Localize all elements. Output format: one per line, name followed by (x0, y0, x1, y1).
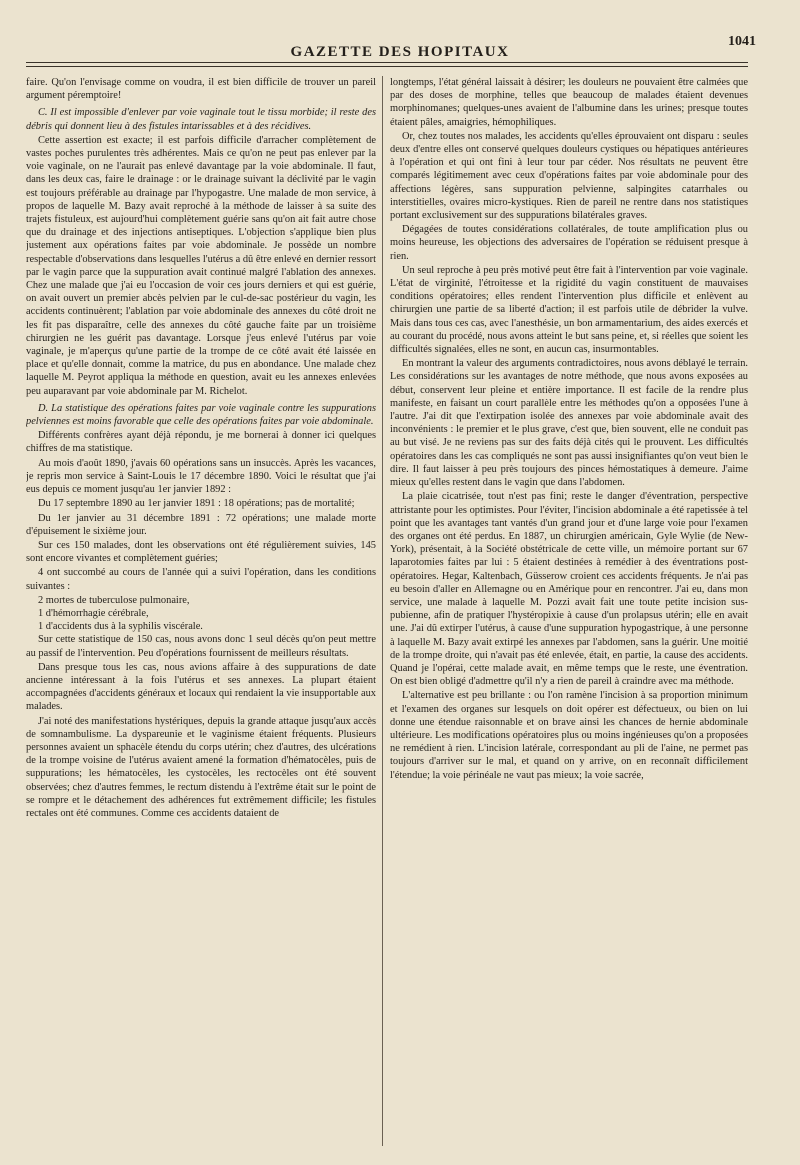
paragraph: En montrant la valeur des arguments contradictoires, nous avons déblayé le terrain. Les considérations sur les avantages de notre méthode, que nous avons exposées au début, conservent leur pleine et entière importance. Il est facile de la rendre plus manifeste, en faisant un court parallèle entre les méthodes qu'on a opposées l'une à l'autre. J'ai dit que l'extirpation isolée des annexes par voie abdominale avait des inconvénients : le premier et le plus grave, c'est que, bien souvent, elle ne conduit pas au but visé. Je ne reviens pas sur des faits déjà cités qui le prouvent. Les difficultés opératoires dans les cas compliqués ne sont pas aussi insignifiantes qu'on veut bien le dire. Il faut laisser à peu près toujours des pinces hémostatiques à demeure. J'aime mieux qu'elles restent dans le vagin que dans l'abdomen. (390, 358, 748, 489)
paragraph: La plaie cicatrisée, tout n'est pas fini; reste le danger d'éventration, perspective attristante pour les optimistes. Pour l'éviter, l'incision abdominale a été rapetissée à tel point que les avantages tant vantés d'un grand jour et d'une large voie pour l'examen des organes ont été perdus. En 1887, un chirurgien américain, Gyle Wylie (de New-York), présentait, à la Société obstétricale de cette ville, un mémoire portant sur 67 laparotomies faites par lui : 5 étaient destinées à remédier à des éventrations post-opératoires. Hegar, Kaltenbach, Güsserow croient ces accidents fréquents. Je n'ai pas eu besoin d'aller en Allemagne ou en Amérique pour en rencontrer. J'ai eu, dans mon service, une malade à laquelle M. Pozzi avait fait une toute petite incision sus-pubienne, afin de pratiquer l'hystéropixie à cause d'un prolapsus utérin; elle en avait une. J'ai dû extirper l'utérus, à cause d'une suppuration hypogastrique, à une personne à laquelle M. Bazy avait extirpé les annexes par l'abdomen, sans la guérir. Une moitié de la trompe droite, qui n'avait pas été enlevée, était, en partie, la cause des accidents. Quand je l'opérai, cette malade avait, en même temps que le reste, une éventration. On est bien obligé d'admettre qu'il n'y a rien de pareil à craindre avec ma méthode. (390, 491, 748, 688)
paragraph: J'ai noté des manifestations hystériques, depuis la grande attaque jusqu'aux accès de somnambulisme. La dyspareunie et le vaginisme étaient fréquents. Plusieurs personnes avaient un sphacèle étendu du corps utérin; chez d'autres, des ulcérations de la trompe voisine de l'utérus avaient amené la formation d'hématocèles, puis de suppurations; les hématocèles, les cystocèles, les rectocèles ont été souvent observées; chez d'autres femmes, le rectum distendu à l'extrême était sur le point de se rompre et le détachement des adhérences fut extrêmement difficile; les fistules rectales ont été communes. Comme ces accidents dataient de (26, 715, 376, 819)
paragraph: Dégagées de toutes considérations collatérales, de toute amplification plus ou moins heureuse, les objections des adversaires de l'opération se réduisent presque à rien. (390, 224, 748, 262)
column-divider (382, 76, 383, 1146)
paragraph: Or, chez toutes nos malades, les accidents qu'elles éprouvaient ont disparu : seules deux d'entre elles ont conservé quelques douleurs cystiques ou hépatiques antérieures à l'opération et qui ont fini à leur tour par céder. Nos résultats ne peuvent être comparés légitimement avec ceux d'opérations faites par voie abdominale pour des affections légères, sans suppuration pelvienne, salpingites catarrhales ou interstitielles, ovaires micro-kystiques. Rien de pareil ne rentre dans nos statistiques portant exclusivement sur des suppurations bilatérales graves. (390, 130, 748, 222)
paragraph: Différents confrères ayant déjà répondu, je me bornerai à donner ici quelques chiffres de ma statistique. (26, 430, 376, 455)
header-rule-top (26, 62, 748, 63)
page-number: 1041 (728, 34, 756, 49)
paragraph: Du 17 septembre 1890 au 1er janvier 1891 : 18 opérations; pas de mortalité; (38, 498, 355, 510)
paragraph: L'alternative est peu brillante : ou l'on ramène l'incision à sa proportion minimum et l'examen des organes sur lesquels on doit opérer est défectueux, ou bien on lui donne une étendue raisonnable et on brave ainsi les chances de hernie abdominale ultérieure. Les modifications opératoires plus ou moins ingénieuses qu'on a proposées ne remédient à rien. L'incision latérale, correspondant au pli de l'aine, ne permet pas toujours d'arriver sur le mal, et quand on y arrive, on en reconnaît difficilement l'étendue; la voie périnéale ne vaut pas mieux; la voie sacrée, (390, 690, 748, 781)
list-item: 2 mortes de tuberculose pulmonaire, (38, 594, 190, 606)
right-column (390, 76, 748, 1156)
section-heading-d: D. La statistique des opérations faites par voie vaginale contre les suppurations pelviennes est moins favorable que celle des opérations faites par voie abdominale. (26, 402, 376, 428)
section-heading-c: C. Il est impossible d'enlever par voie vaginale tout le tissu morbide; il reste des débris qui donnent lieu à des fistules intarissables et à des récidives. (26, 107, 376, 132)
paragraph: Sur ces 150 malades, dont les observations ont été régulièrement suivies, 145 sont encore vivantes et complètement guéries; (26, 539, 376, 565)
paragraph: Sur cette statistique de 150 cas, nous avons donc 1 seul décès qu'on peut mettre au passif de l'intervention. Peu d'opérations fournissent de meilleurs résultats. (26, 634, 376, 659)
paragraph: longtemps, l'état général laissait à désirer; les douleurs ne pouvaient être calmées que par des doses de morphine, telles que beaucoup de malades étaient devenues morphinomanes; quelques-unes avaient de l'albumine dans les urines; presque toutes étaient pâles, amaigries, hémophiliques. (390, 77, 748, 128)
paragraph: Du 1er janvier au 31 décembre 1891 : 72 opérations; une malade morte d'épuisement le sixième jour. (26, 512, 376, 537)
paragraph: Un seul reproche à peu près motivé peut être fait à l'intervention par voie vaginale. L'état de virginité, l'étroitesse et la rigidité du vagin constituent de mauvaises conditions opératoires; elles rendent l'intervention plus difficile et enlèvent au chirurgien une partie de sa liberté d'action; il est parfois utile de débrider la vulve. Mais dans tous ces cas, avec l'anesthésie, un bon armamentarium, des aides exercés et au courant du procédé, nous avons atteint le but sans peine, et, si réelles que soient les difficultés signalées, elles ne sont, en aucun cas, insurmontables. (390, 264, 748, 356)
paragraph: Au mois d'août 1890, j'avais 60 opérations sans un insuccès. Après les vacances, je repris mon service à Saint-Louis le 17 décembre 1890. Voici le résultat que j'ai eus depuis ce moment jusqu'au 1er janvier 1892 : (26, 457, 376, 496)
list-item: 1 d'hémorrhagie cérébrale, (38, 607, 149, 619)
paragraph: Cette assertion est exacte; il est parfois difficile d'arracher complètement de vastes poches purulentes très adhérentes. Mais ce qu'on ne peut pas enlever par la voie vaginale, on ne l'aurait pas enlevé davantage par la voie abdominale. Il faut, dans les deux cas, faire le drainage : or le drainage suivant la déclivité par le vagin est toujours préférable au drainage par l'hypogastre. Une malade de mon service, à propos de laquelle M. Bazy avait reproché à la méthode de laisser à sa suite des trajets fistuleux, est aujourd'hui complètement guérie sans qu'on ait fait autre chose que du drainage et des injections antiseptiques. L'objection s'applique bien plus justement aux opérations faites par voie abdominale. Je possède un nombre respectable d'observations dans lesquelles l'utérus a dû être enlevé en dernier ressort par le vagin parce que la suppuration avait continué malgré l'ablation des annexes. Chez une malade que j'ai eu l'occasion de voir ces jours derniers et qui est guérie, on avait ouvert un premier abcès pelvien par le cul-de-sac postérieur du vagin, les accidents continuèrent; l'ablation par voie abdominale des annexes du côté droit ne les fit pas disparaître, celle des annexes du côté gauche faite par un troisième chirurgien ne les guérit pas davantage. Lorsque j'eus enlevé l'utérus par voie vaginale, je m'aperçus qu'une partie de la trompe de ce côté avait été laissée en place et qu'elle donnait, comme la matrice, du pus en abondance. Une malade chez laquelle M. Peyrot appliqua la méthode en question, avait eu les annexes enlevées peu auparavant par voie abdominale par M. Richelot. (26, 134, 376, 397)
list-item: 1 d'accidents dus à la syphilis viscérale. (38, 621, 203, 633)
paragraph: faire. Qu'on l'envisage comme on voudra, il est bien difficile de trouver un pareil argument péremptoire! (26, 77, 376, 102)
header-rule-bottom (26, 66, 748, 67)
left-column (26, 76, 376, 1156)
paragraph: Dans presque tous les cas, nous avions affaire à des suppurations de date ancienne intéressant à la fois l'utérus et ses annexes. La plupart étaient accompagnées d'accidents généraux et locaux qui rendaient la vie insupportable aux malades. (26, 661, 376, 713)
page-header-title: GAZETTE DES HOPITAUX (290, 44, 510, 60)
paragraph: 4 ont succombé au cours de l'année qui a suivi l'opération, dans les conditions suivantes : (26, 567, 376, 592)
